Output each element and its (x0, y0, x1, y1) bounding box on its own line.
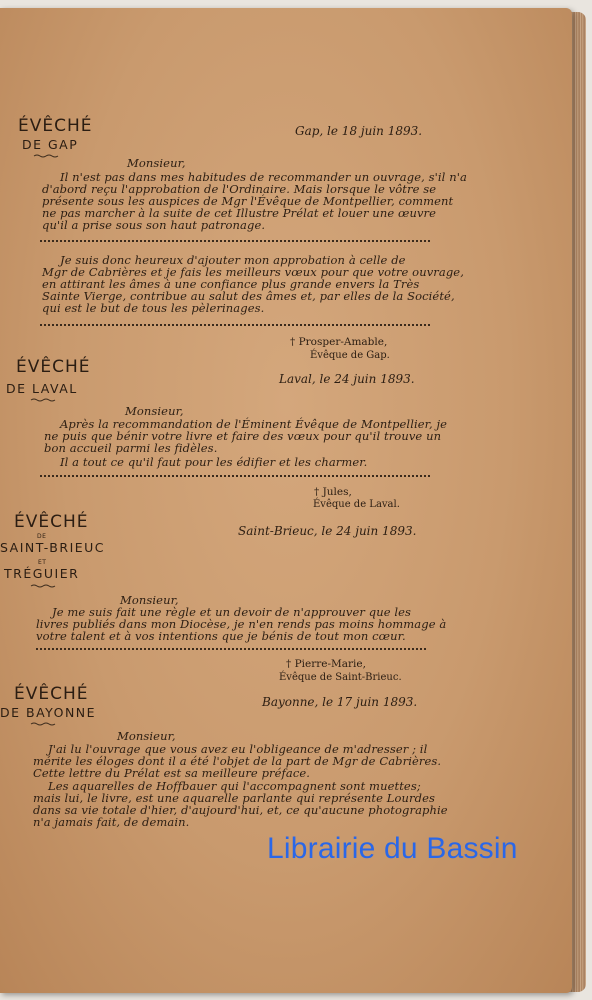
ellipsis-dots (36, 648, 426, 652)
text-line: mérite les éloges dont il a été l'objet de la part de Mgr de Cabrières. (33, 754, 442, 768)
text-line: dans sa vie totale d'hier, d'aujourd'hui, et, ce qu'aucune photographie (33, 803, 448, 817)
salutation-laval: Monsieur, (125, 404, 184, 418)
signature-gap: † Prosper-Amable, (290, 336, 388, 348)
date-laval: Laval, le 24 juin 1893. (279, 372, 415, 386)
salutation-bayonne: Monsieur, (117, 729, 176, 743)
text-line: en attirant les âmes à une confiance plus grande envers la Très (42, 277, 420, 291)
signature-title-saint-brieuc: Évêque de Saint-Brieuc. (279, 672, 402, 683)
text-line: Cette lettre du Prélat est sa meilleure préface. (33, 766, 311, 780)
text-line: Je suis donc heureux d'ajouter mon approbation à celle de (60, 253, 406, 267)
ornament-swirl (30, 398, 58, 402)
signature-laval: † Jules, (314, 486, 352, 498)
salutation-gap: Monsieur, (127, 156, 186, 170)
heading-de-laval: DE LAVAL (6, 381, 78, 396)
text-line: J'ai lu l'ouvrage que vous avez eu l'obligeance de m'adresser ; il (48, 742, 428, 756)
text-line: Les aquarelles de Hoffbauer qui l'accompagnent sont muettes; (48, 779, 421, 793)
text-line: présente sous les auspices de Mgr l'Évêque de Montpellier, comment (42, 194, 454, 208)
ellipsis-dots (40, 475, 430, 479)
text-line: d'abord reçu l'approbation de l'Ordinaire. Mais lorsque le vôtre se (42, 182, 437, 196)
signature-title-laval: Évêque de Laval. (313, 499, 400, 510)
signature-saint-brieuc: † Pierre-Marie, (286, 658, 366, 670)
heading-eveche-laval: ÉVÊCHÉ (16, 357, 91, 377)
text-line: Sainte Vierge, contribue au salut des âmes et, par elles de la Société, (42, 289, 455, 303)
ornament-swirl (30, 722, 58, 726)
heading-eveche-saint-brieuc: ÉVÊCHÉ (14, 512, 89, 532)
heading-saint-brieuc: SAINT-BRIEUC (0, 540, 106, 555)
text-line: n'a jamais fait, de demain. (33, 815, 190, 829)
heading-eveche-gap: ÉVÊCHÉ (18, 116, 93, 136)
ellipsis-dots (40, 240, 430, 244)
text-line: Après la recommandation de l'Éminent Évêque de Montpellier, je (60, 417, 448, 431)
watermark-librairie: Librairie du Bassin (267, 832, 518, 865)
text-line: ne puis que bénir votre livre et faire des vœux pour qu'il trouve un (44, 429, 442, 443)
ornament-swirl (33, 154, 61, 158)
heading-et: ET (38, 559, 47, 566)
text-line: livres publiés dans mon Diocèse, je n'en rends pas moins hommage à (36, 617, 447, 631)
text-line: Je me suis fait une règle et un devoir de n'approuver que les (52, 605, 412, 619)
ornament-swirl (30, 584, 58, 588)
signature-title-gap: Évêque de Gap. (310, 350, 390, 361)
text-line: qu'il a prise sous son haut patronage. (42, 218, 266, 232)
text-line: qui est le but de tous les pèlerinages. (42, 301, 265, 315)
heading-de-bayonne: DE BAYONNE (0, 705, 97, 720)
salutation-saint-brieuc: Monsieur, (120, 593, 179, 607)
date-saint-brieuc: Saint-Brieuc, le 24 juin 1893. (238, 524, 417, 538)
text-line: Il a tout ce qu'il faut pour les édifier et les charmer. (60, 455, 368, 469)
ellipsis-dots (40, 324, 430, 328)
text-line: Mgr de Cabrières et je fais les meilleurs vœux pour que votre ouvrage, (42, 265, 464, 279)
text-line: bon accueil parmi les fidèles. (44, 441, 218, 455)
date-gap: Gap, le 18 juin 1893. (295, 124, 423, 138)
date-bayonne: Bayonne, le 17 juin 1893. (262, 695, 418, 709)
heading-de-gap: DE GAP (22, 137, 79, 152)
heading-eveche-bayonne: ÉVÊCHÉ (14, 684, 89, 704)
text-line: Il n'est pas dans mes habitudes de recommander un ouvrage, s'il n'a (60, 170, 467, 184)
text-line: votre talent et à vos intentions que je bénis de tout mon cœur. (36, 629, 406, 643)
text-line: ne pas marcher à la suite de cet Illustre Prélat et louer une œuvre (42, 206, 437, 220)
text-line: mais lui, le livre, est une aquarelle parlante qui représente Lourdes (33, 791, 435, 805)
heading-treguier: TRÉGUIER (4, 566, 80, 581)
heading-de-saint-brieuc: DE (37, 533, 47, 540)
